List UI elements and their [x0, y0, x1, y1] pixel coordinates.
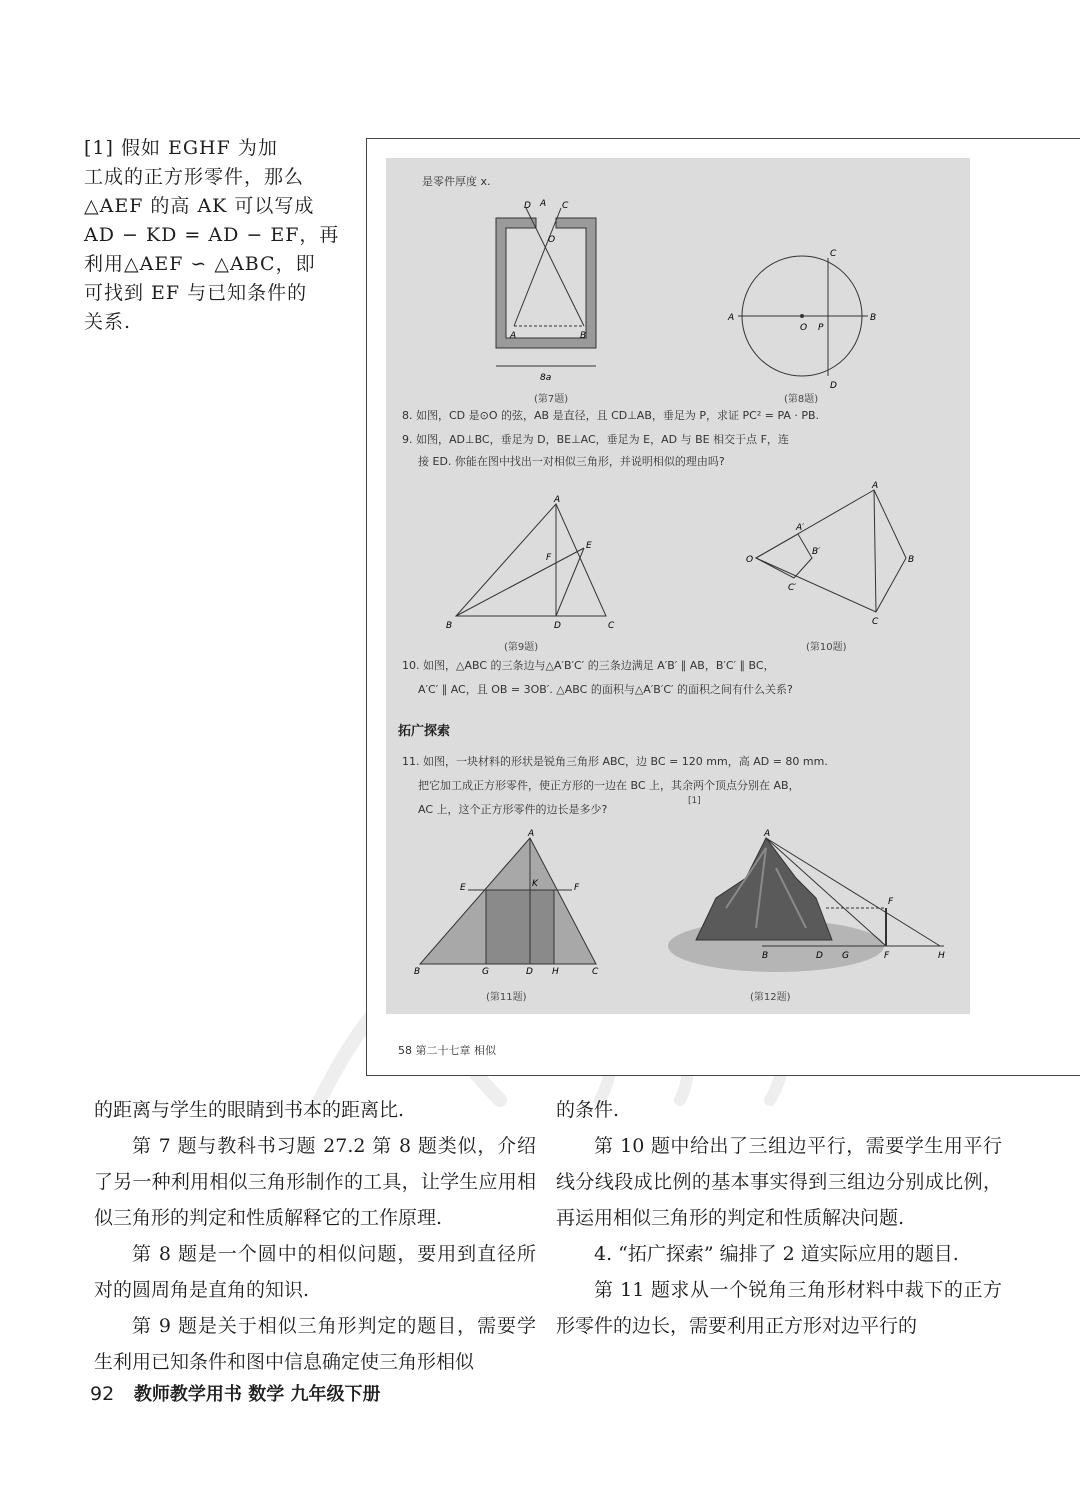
- margin-note-line: 关系.: [84, 311, 132, 333]
- section-title-expansion: 拓广探索: [398, 724, 451, 739]
- svg-text:B: B: [762, 951, 769, 961]
- svg-text:A: A: [510, 331, 517, 341]
- paragraph: 第 8 题是一个圆中的相似问题，要用到直径所对的圆周角是直角的知识.: [94, 1243, 536, 1301]
- svg-text:F: F: [884, 951, 890, 961]
- svg-text:H: H: [552, 967, 559, 977]
- svg-text:C′: C′: [788, 583, 797, 593]
- figure-11-diagram: [412, 828, 602, 978]
- figure-9-diagram: [436, 494, 626, 634]
- svg-text:D: D: [816, 951, 823, 961]
- margin-note-line: [1] 假如 EGHF 为加: [84, 137, 278, 159]
- svg-text:A: A: [528, 829, 535, 839]
- svg-text:E: E: [460, 883, 466, 893]
- note-marker: [1]: [688, 796, 701, 806]
- margin-note-line: 可找到 EF 与已知条件的: [84, 282, 308, 304]
- svg-text:8a: 8a: [540, 373, 552, 383]
- figure-12-caption: (第12题): [750, 992, 791, 1003]
- problem-11-line-2: 把它加工成正方形零件，使正方形的一边在 BC 上，其余两个顶点分别在 AB，: [418, 779, 800, 792]
- paragraph: 4. “拓广探索” 编排了 2 道实际应用的题目.: [594, 1243, 959, 1265]
- figure-7-diagram: [476, 198, 626, 388]
- svg-text:C: C: [872, 617, 879, 627]
- svg-text:A: A: [872, 481, 879, 491]
- svg-text:D: D: [524, 201, 531, 211]
- figure-12-diagram: [666, 828, 956, 978]
- inset-top-note: 是零件厚度 x.: [422, 175, 491, 188]
- svg-text:B: B: [908, 555, 915, 565]
- svg-text:D: D: [830, 381, 837, 391]
- svg-text:B: B: [870, 313, 877, 323]
- inset-textbook-page: [386, 158, 970, 1014]
- svg-text:A: A: [554, 495, 561, 505]
- figure-10-caption: (第10题): [806, 642, 847, 653]
- svg-text:K: K: [532, 879, 538, 889]
- figure-8-diagram: [722, 244, 892, 394]
- problem-9-line-1: 9. 如图，AD⊥BC，垂足为 D，BE⊥AC，垂足为 E，AD 与 BE 相交于点 F，连: [402, 433, 789, 446]
- paragraph: 的距离与学生的眼睛到书本的距离比.: [94, 1099, 405, 1121]
- margin-note-line: △AEF 的高 AK 可以写成: [84, 195, 315, 217]
- svg-text:A: A: [540, 199, 547, 209]
- svg-text:A: A: [764, 829, 771, 839]
- margin-note-line: 工成的正方形零件，那么: [84, 166, 305, 188]
- right-column: [556, 1092, 1002, 1344]
- svg-text:D: D: [526, 967, 533, 977]
- figure-8-caption: (第8题): [784, 394, 819, 405]
- svg-text:G: G: [482, 967, 489, 977]
- svg-text:A: A: [728, 313, 735, 323]
- svg-text:B′: B′: [812, 547, 821, 557]
- problem-11-line-1: 11. 如图，一块材料的形状是锐角三角形 ABC，边 BC = 120 mm，高 AD = 80 mm.: [402, 755, 828, 768]
- svg-text:B: B: [580, 331, 587, 341]
- problem-10-line-2: A′C′ ∥ AC，且 OB = 3OB′. △ABC 的面积与△A′B′C′ 的面积之间有什么关系?: [418, 683, 793, 696]
- paragraph: 第 10 题中给出了三组边平行，需要学生用平行线分线段成比例的基本事实得到三组边分别成比例，再运用相似三角形的判定和性质解决问题.: [556, 1135, 1002, 1229]
- figure-9-caption: (第9题): [504, 642, 539, 653]
- svg-text:C: C: [608, 621, 615, 631]
- svg-text:O: O: [548, 235, 556, 245]
- svg-text:H: H: [938, 951, 945, 961]
- figure-11-caption: (第11题): [486, 992, 527, 1003]
- page-footer: [90, 1380, 380, 1406]
- svg-text:E: E: [586, 541, 592, 551]
- problem-9-line-2: 接 ED. 你能在图中找出一对相似三角形，并说明相似的理由吗?: [418, 455, 725, 468]
- paragraph: 第 9 题是关于相似三角形判定的题目，需要学生利用已知条件和图中信息确定使三角形相似: [94, 1315, 536, 1373]
- figure-10-diagram: [746, 480, 926, 630]
- svg-text:A′: A′: [796, 523, 805, 533]
- svg-text:B: B: [414, 967, 421, 977]
- margin-note: [84, 134, 354, 337]
- paragraph: 第 11 题求从一个锐角三角形材料中裁下的正方形零件的边长，需要利用正方形对边平行的: [556, 1279, 1002, 1337]
- paragraph: 的条件.: [556, 1099, 620, 1121]
- figure-7-caption: (第7题): [534, 394, 569, 405]
- svg-text:F: F: [888, 897, 894, 907]
- svg-text:C: C: [592, 967, 599, 977]
- problem-8: 8. 如图，CD 是⊙O 的弦，AB 是直径，且 CD⊥AB，垂足为 P，求证 PC² = PA · PB.: [402, 409, 820, 422]
- svg-text:F: F: [546, 553, 552, 563]
- left-column: [94, 1092, 536, 1380]
- problem-11-line-3: AC 上，这个正方形零件的边长是多少?: [418, 803, 608, 816]
- svg-text:C: C: [562, 201, 569, 211]
- margin-note-line: 利用△AEF ∽ △ABC，即: [84, 253, 316, 275]
- book-title: 教师教学用书 数学 九年级下册: [133, 1384, 381, 1405]
- svg-text:B: B: [446, 621, 453, 631]
- svg-text:O: O: [800, 323, 808, 333]
- paragraph: 第 7 题与教科书习题 27.2 第 8 题类似，介绍了另一种利用相似三角形制作的工具，让学生应用相似三角形的判定和性质解释它的工作原理.: [94, 1135, 536, 1229]
- svg-text:F: F: [574, 883, 580, 893]
- page-number: 92: [90, 1383, 115, 1405]
- problem-10-line-1: 10. 如图，△ABC 的三条边与△A′B′C′ 的三条边满足 A′B′ ∥ AB，B′C′ ∥ BC，: [402, 659, 775, 672]
- inset-page-footer: 58 第二十七章 相似: [398, 1044, 496, 1057]
- svg-text:D: D: [554, 621, 561, 631]
- svg-text:C: C: [830, 249, 837, 259]
- margin-note-line: AD − KD = AD − EF，再: [84, 224, 340, 246]
- svg-text:O: O: [746, 555, 754, 565]
- svg-text:G: G: [842, 951, 849, 961]
- svg-text:P: P: [818, 323, 824, 333]
